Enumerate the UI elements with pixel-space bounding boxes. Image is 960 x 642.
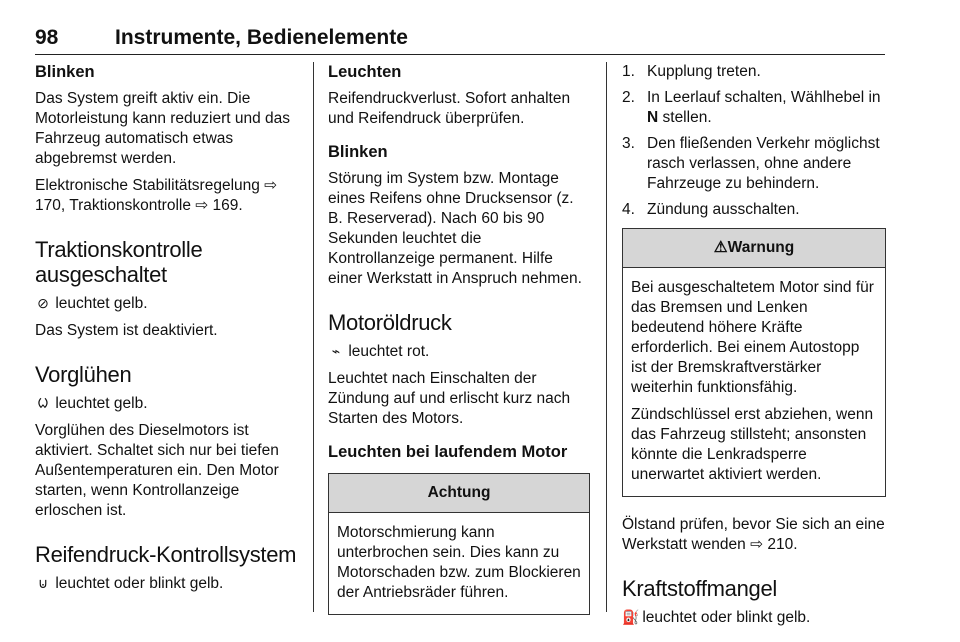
section-heading: Leuchten bei laufendem Motor — [328, 443, 568, 461]
paragraph: Leuchtet nach Einschalten der Zündung auf und erlischt kurz nach Starten des Motors. — [328, 370, 571, 427]
column-2 — [328, 62, 590, 629]
section-title: Traktionskontrolle ausgeschaltet — [35, 237, 203, 287]
tire-pressure-icon: ⊍ — [37, 575, 49, 591]
paragraph: Reifendruckverlust. Sofort anhalten und Reifendruck überprüfen. — [328, 90, 571, 127]
paragraph: Vorglühen des Dieselmotors ist aktiviert. Schaltet sich nur bei tiefen Außentemperaturen ein. Den Motor starten, wenn Kontrollanzeige erloschen ist. — [35, 422, 279, 519]
lamp-text: leuchtet gelb. — [55, 295, 148, 312]
lamp-text: leuchtet oder blinkt gelb. — [642, 609, 811, 626]
warning-title: Warnung — [727, 239, 795, 256]
warning-box — [622, 228, 886, 497]
column-3 — [622, 62, 886, 635]
section-title: Reifendruck-Kontrollsystem — [35, 542, 297, 567]
lamp-line — [328, 341, 590, 362]
section-title: Vorglühen — [35, 362, 132, 387]
paragraph: Ölstand prüfen, bevor Sie sich an eine Werkstatt wenden ⇨ 210. — [622, 516, 885, 553]
cross-reference: Elektronische Stabilitätsregelung ⇨ 170, Traktionskontrolle ⇨ 169. — [35, 177, 278, 214]
column-1 — [35, 62, 297, 601]
section-title: Kraftstoffmangel — [622, 576, 777, 601]
section-heading: Blinken — [328, 143, 388, 161]
warning-text: Bei ausgeschaltetem Motor sind für das Bremsen und Lenken bedeutend höhere Kräfte erforderlich. Bei einem Autostopp ist der Bremskraftverstärker weiterhin funktionsfähig. — [631, 279, 874, 396]
list-item: 2. In Leerlauf schalten, Wählhebel in N stellen. — [622, 89, 881, 126]
traction-off-icon: ⊘ — [37, 295, 49, 311]
glow-plug-icon: ᱦ — [37, 395, 49, 411]
list-item: 3. Den fließenden Verkehr möglichst rasch verlassen, ohne andere Fahrzeuge zu behindern. — [622, 135, 880, 192]
steps-list — [622, 62, 886, 220]
caution-box — [328, 473, 590, 615]
lamp-line — [35, 293, 297, 314]
page-header — [35, 26, 885, 55]
warning-triangle-icon: ⚠ — [713, 239, 728, 256]
lamp-text: leuchtet oder blinkt gelb. — [55, 575, 224, 592]
paragraph: Störung im System bzw. Montage eines Reifens ohne Drucksensor (z. B. Reserverad). Nach 60 bis 90 Sekunden leuchtet die Kontrollanzeige permanent. Hilfe einer Werkstatt in Anspruch nehmen. — [328, 170, 582, 287]
fuel-pump-icon: ⛽ — [622, 609, 640, 625]
section-heading: Blinken — [35, 63, 95, 81]
warning-text: Zündschlüssel erst abziehen, wenn das Fahrzeug stillsteht; ansonsten könnte die Lenkradsperre unerwartet aktiviert werden. — [631, 406, 874, 483]
paragraph: Das System greift aktiv ein. Die Motorleistung kann reduziert und das Fahrzeug automatisch etwas abgebremst werden. — [35, 90, 291, 167]
lamp-line — [35, 393, 297, 414]
lamp-text: leuchtet gelb. — [55, 395, 148, 412]
column-divider — [313, 62, 314, 612]
column-divider — [606, 62, 607, 612]
section-heading: Leuchten — [328, 63, 402, 81]
lamp-text: leuchtet rot. — [348, 343, 430, 360]
list-item: 1. Kupplung treten. — [622, 63, 761, 80]
lamp-line — [35, 573, 297, 594]
page-number: 98 — [35, 26, 59, 49]
caution-text: Motorschmierung kann unterbrochen sein. Dies kann zu Motorschaden bzw. zum Blockieren der Antriebsräder führen. — [337, 524, 581, 601]
lamp-line — [622, 607, 886, 628]
section-title: Motoröldruck — [328, 310, 452, 335]
oil-pressure-icon: ⌁ — [331, 343, 341, 359]
caution-title: Achtung — [329, 474, 589, 513]
warning-header — [623, 229, 885, 268]
list-item: 4. Zündung ausschalten. — [622, 201, 800, 218]
page-title: Instrumente, Bedienelemente — [115, 26, 408, 49]
paragraph: Das System ist deaktiviert. — [35, 322, 218, 339]
